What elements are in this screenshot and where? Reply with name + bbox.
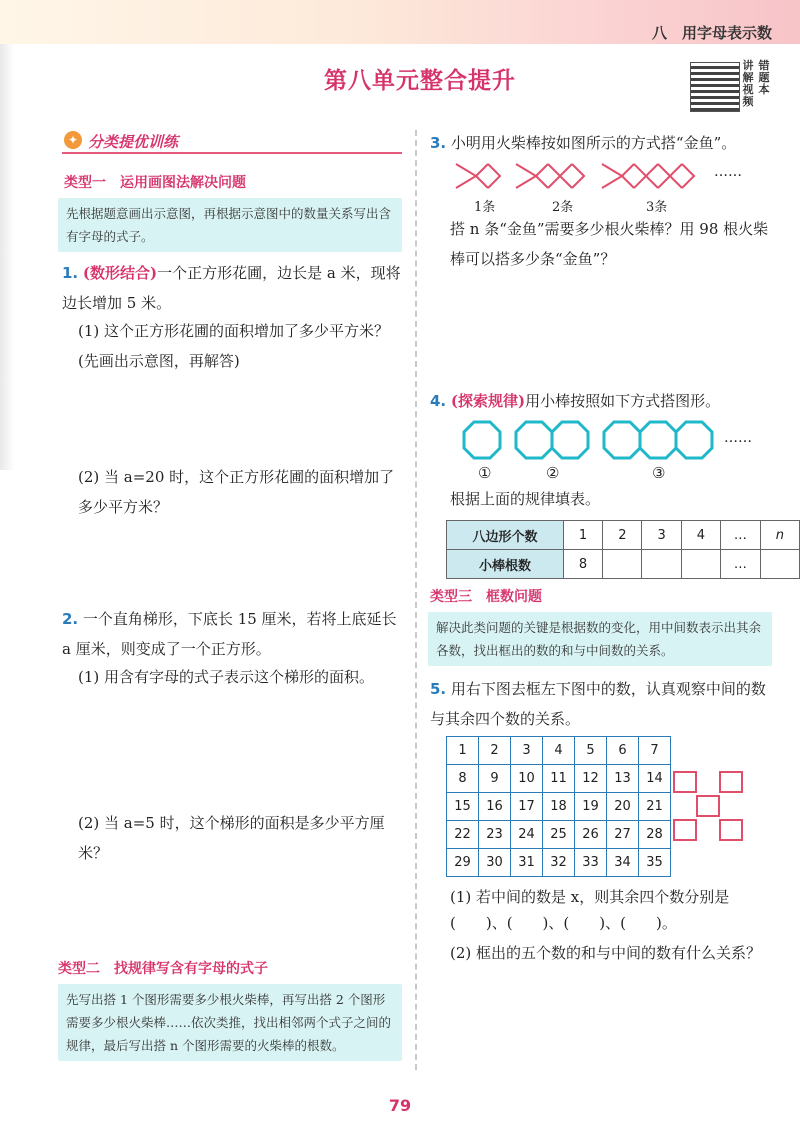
table-row xyxy=(447,550,800,579)
q1-sub2: (2) 当 a=20 时，这个正方形花圃的面积增加了多少平方米？ xyxy=(78,468,395,516)
grid-cell: 3 xyxy=(511,737,543,765)
table-row xyxy=(447,521,800,550)
grid-cell: 22 xyxy=(447,821,479,849)
grid-cell: 14 xyxy=(639,765,671,793)
grid-cell: 21 xyxy=(639,793,671,821)
grid-cell: 6 xyxy=(607,737,639,765)
grid-cell: 20 xyxy=(607,793,639,821)
q5-blanks[interactable]: ( )、( )、( )、( )。 xyxy=(450,914,677,932)
octagon-ellipsis: …… xyxy=(724,430,752,446)
grid-cell: 30 xyxy=(479,849,511,877)
table-cell: 3 xyxy=(642,521,681,550)
table-cell: 1 xyxy=(563,521,602,550)
grid-cell: 35 xyxy=(639,849,671,877)
q4-number: 4. xyxy=(430,392,447,410)
type3-tip: 解决此类问题的关键是根据数的变化，用中间数表示出其余各数，找出框出的数的和与中间数的关系。 xyxy=(428,612,772,666)
octagon-label-2: ② xyxy=(546,464,560,482)
answer-cell[interactable] xyxy=(681,550,720,579)
grid-cell: 7 xyxy=(639,737,671,765)
question-2 xyxy=(62,604,402,664)
octagon xyxy=(640,422,676,458)
table-cell: 8 xyxy=(563,550,602,579)
table-cell: 4 xyxy=(681,521,720,550)
q5-number: 5. xyxy=(430,680,447,698)
grid-cell: 29 xyxy=(447,849,479,877)
table-cell: n xyxy=(760,521,799,550)
grid-cell: 27 xyxy=(607,821,639,849)
q2-number: 2. xyxy=(62,610,79,628)
grid-cell: 15 xyxy=(447,793,479,821)
grid-cell: 33 xyxy=(575,849,607,877)
q2-text: 一个直角梯形，下底长 15 厘米，若将上底延长 a 厘米，则变成了一个正方形。 xyxy=(62,610,397,658)
qr-label-video: 讲解视频 xyxy=(742,59,754,108)
grid-cell: 11 xyxy=(543,765,575,793)
frame-cell xyxy=(674,820,696,840)
octagon xyxy=(464,422,500,458)
q3-text: 小明用火柴棒按如图所示的方式搭“金鱼”。 xyxy=(450,134,737,152)
q1-number: 1. xyxy=(62,264,79,282)
table-cell: … xyxy=(721,550,761,579)
badge-underline xyxy=(62,152,402,154)
grid-cell: 5 xyxy=(575,737,607,765)
fish-label-1: 1条 xyxy=(474,200,496,215)
octagon-label-1: ① xyxy=(478,464,492,482)
grid-cell: 31 xyxy=(511,849,543,877)
answer-cell[interactable] xyxy=(642,550,681,579)
qr-label xyxy=(742,60,778,108)
q2-sub1: (1) 用含有字母的式子表示这个梯形的面积。 xyxy=(78,668,375,686)
question-4 xyxy=(430,386,780,416)
section-name: 八 用字母表示数 xyxy=(651,24,772,42)
section-badge: 分类提优训练 xyxy=(88,133,179,151)
q5-text: 用右下图去框左下图中的数，认真观察中间的数与其余四个数的关系。 xyxy=(430,680,766,728)
frame-cell xyxy=(674,772,696,792)
fish-2 xyxy=(516,164,584,188)
qr-label-errors: 错题本 xyxy=(758,59,770,96)
grid-cell: 34 xyxy=(607,849,639,877)
page-number: 79 xyxy=(388,1096,412,1115)
column-divider xyxy=(415,130,417,1070)
fill-prompt: 根据上面的规律填表。 xyxy=(450,490,601,508)
octagon xyxy=(604,422,640,458)
q5-sub1: (1) 若中间的数是 x，则其余四个数分别是 xyxy=(450,888,730,906)
grid-cell: 16 xyxy=(479,793,511,821)
frame-cell xyxy=(697,796,719,816)
grid-cell: 8 xyxy=(447,765,479,793)
question-3 xyxy=(430,128,780,158)
grid-cell: 19 xyxy=(575,793,607,821)
q5-sub2: (2) 框出的五个数的和与中间的数有什么关系？ xyxy=(450,944,762,962)
q3-number: 3. xyxy=(430,134,447,152)
q4-text: 用小棒按照如下方式搭图形。 xyxy=(525,392,721,410)
type2-tip: 先写出搭 1 个图形需要多少根火柴棒，再写出搭 2 个图形需要多少根火柴棒……依次类推，找出相邻两个式子之间的规律，最后写出搭 n 个图形需要的火柴棒的根数。 xyxy=(58,984,402,1061)
grid-cell: 10 xyxy=(511,765,543,793)
question-1 xyxy=(62,258,402,318)
grid-cell: 26 xyxy=(575,821,607,849)
octagon xyxy=(552,422,588,458)
leaf-icon: ✦ xyxy=(64,131,82,149)
octagon-figure xyxy=(460,418,720,466)
fish-label-3: 3条 xyxy=(646,200,668,215)
q2-sub2: (2) 当 a=5 时，这个梯形的面积是多少平方厘米？ xyxy=(78,814,385,862)
grid-cell: 18 xyxy=(543,793,575,821)
grid-cell: 23 xyxy=(479,821,511,849)
fill-table xyxy=(446,520,800,579)
grid-cell: 25 xyxy=(543,821,575,849)
table-cell: 2 xyxy=(603,521,642,550)
octagon xyxy=(676,422,712,458)
grid-cell: 9 xyxy=(479,765,511,793)
answer-cell[interactable] xyxy=(760,550,799,579)
table-row xyxy=(447,821,671,849)
q3-question: 搭 n 条“金鱼”需要多少根火柴棒？用 98 根火柴棒可以搭多少条“金鱼”？ xyxy=(450,220,769,268)
row1-header: 八边形个数 xyxy=(447,521,564,550)
page-title: 第八单元整合提升 xyxy=(324,68,516,94)
grid-cell: 32 xyxy=(543,849,575,877)
number-grid xyxy=(446,736,671,877)
table-cell: … xyxy=(721,521,761,550)
qr-code-icon[interactable] xyxy=(690,62,740,112)
type2-title: 类型二 找规律写含有字母的式子 xyxy=(58,961,268,977)
table-row xyxy=(447,765,671,793)
frame-cell xyxy=(720,772,742,792)
q1-tag: (数形结合) xyxy=(82,264,158,282)
grid-cell: 13 xyxy=(607,765,639,793)
q4-tag: (探索规律) xyxy=(450,392,526,410)
type1-tip: 先根据题意画出示意图，再根据示意图中的数量关系写出含有字母的式子。 xyxy=(58,198,402,252)
grid-cell: 28 xyxy=(639,821,671,849)
table-row xyxy=(447,849,671,877)
type3-title: 类型三 框数问题 xyxy=(430,589,542,605)
fish-label-2: 2条 xyxy=(552,200,574,215)
row2-header: 小棒根数 xyxy=(447,550,564,579)
table-row xyxy=(447,737,671,765)
frame-cell xyxy=(720,820,742,840)
grid-cell: 12 xyxy=(575,765,607,793)
fish-1 xyxy=(456,164,500,188)
fish-ellipsis: …… xyxy=(714,164,742,180)
fish-3 xyxy=(602,164,694,188)
q1-sub1: (1) 这个正方形花圃的面积增加了多少平方米？(先画出示意图，再解答) xyxy=(78,322,390,370)
grid-cell: 17 xyxy=(511,793,543,821)
grid-cell: 4 xyxy=(543,737,575,765)
answer-cell[interactable] xyxy=(603,550,642,579)
grid-cell: 24 xyxy=(511,821,543,849)
grid-cell: 1 xyxy=(447,737,479,765)
cross-frame-figure xyxy=(670,770,750,842)
grid-cell: 2 xyxy=(479,737,511,765)
type1-title: 类型一 运用画图法解决问题 xyxy=(64,175,246,191)
octagon-label-3: ③ xyxy=(652,464,666,482)
q1-text: 一个正方形花圃，边长是 a 米，现将边长增加 5 米。 xyxy=(62,264,401,312)
table-row xyxy=(447,793,671,821)
question-5 xyxy=(430,674,780,734)
octagon xyxy=(516,422,552,458)
